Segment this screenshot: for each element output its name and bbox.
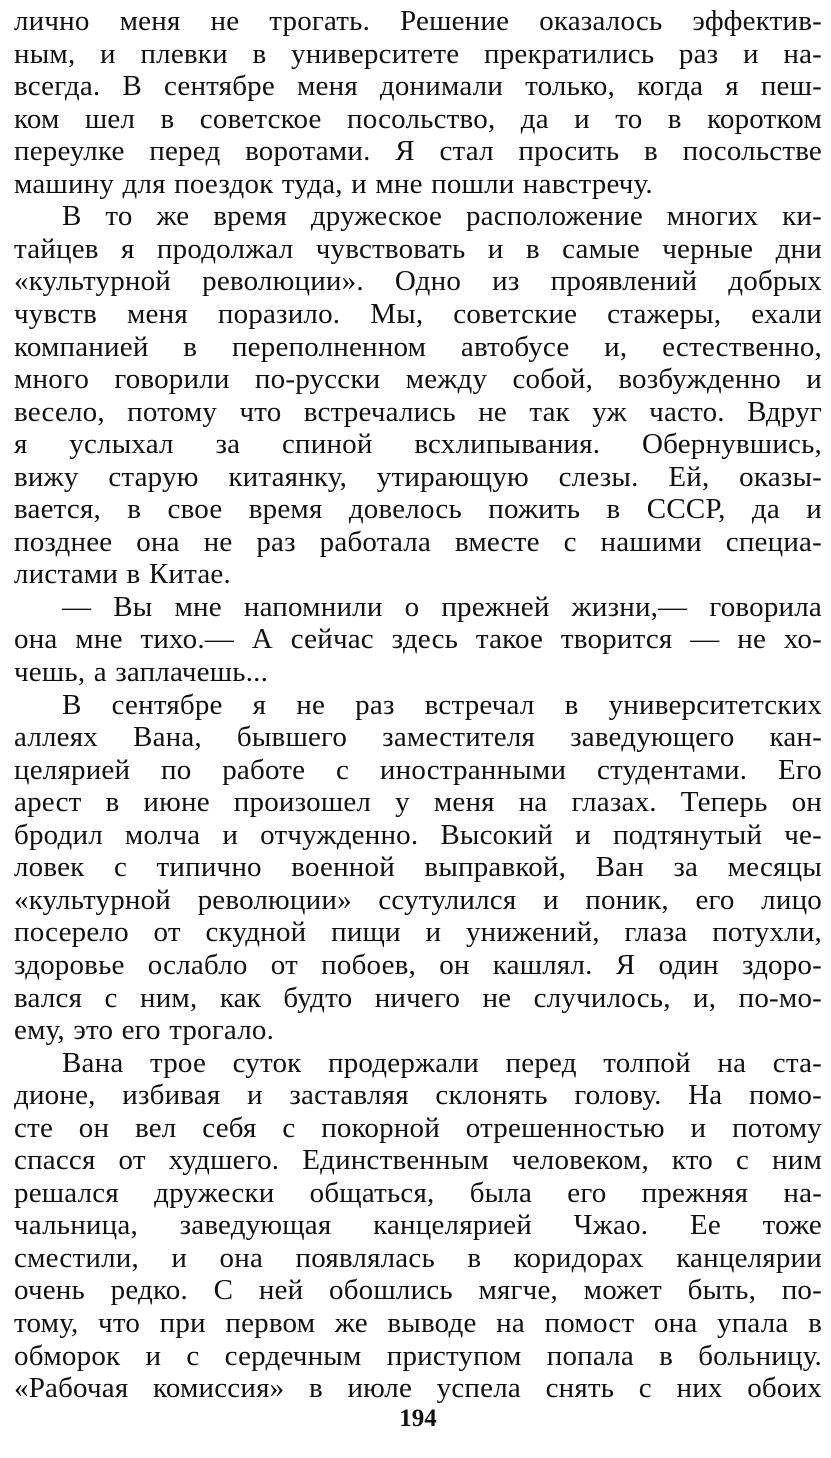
text-line: всегда. В сентябре меня донимали только, когда я пеш- <box>14 70 822 103</box>
text-line: В то же время дружеское расположение многих ки- <box>62 200 822 233</box>
text-line: вается, в свое время довелось пожить в СССР, да и <box>14 493 822 526</box>
text-line: я услыхал за спиной всхлипывания. Обернувшись, <box>14 428 822 461</box>
text-line: вался с ним, как будто ничего не случилось, и, по-мо- <box>14 981 822 1014</box>
text-line: чувств меня поразило. Мы, советские стажеры, ехали <box>14 297 822 330</box>
text-line: вижу старую китаянку, утирающую слезы. Ей, оказы- <box>14 460 822 493</box>
text-line: обморок и с сердечным приступом попала в больницу. <box>14 1339 822 1372</box>
text-line: переулке перед воротами. Я стал просить в посольстве <box>14 135 822 168</box>
text-line: «культурной революции». Одно из проявлений добрых <box>14 265 822 298</box>
text-line: «культурной революции» ссутулился и поник, его лицо <box>14 883 822 916</box>
page-number: 194 <box>399 1405 437 1432</box>
text-line: листами в Китае. <box>14 558 231 591</box>
text-line: компанией в переполненном автобусе и, естественно, <box>14 330 822 363</box>
text-line: лично меня не трогать. Решение оказалось эффектив- <box>14 5 822 37</box>
text-line: — Вы мне напомнили о прежней жизни,— говорила <box>62 590 822 623</box>
text-line: аллеях Вана, бывшего заместителя заведующего кан- <box>14 721 822 754</box>
text-line: позднее она не раз работала вместе с нашими специа- <box>14 525 822 558</box>
text-line: спасся от худшего. Единственным человеком, кто с ним <box>14 1144 822 1177</box>
text-line: ным, и плевки в университете прекратились раз и на- <box>14 37 822 70</box>
text-line: сместили, и она появлялась в коридорах канцелярии <box>14 1241 822 1274</box>
text-line: ему, это его трогало. <box>14 1014 275 1047</box>
text-line: ловек с типично военной выправкой, Ван за месяцы <box>14 851 822 884</box>
text-line: решался дружески общаться, была его прежняя на- <box>14 1176 822 1209</box>
text-line: машину для поездок туда, и мне пошли навстречу. <box>14 167 653 200</box>
text-line: тайцев я продолжал чувствовать и в самые черные дни <box>14 232 822 265</box>
text-line: В сентябре я не раз встречал в университетских <box>62 688 822 721</box>
book-page <box>14 0 822 1458</box>
text-line: дионе, избивая и заставляя склонять голову. На помо- <box>14 1079 822 1112</box>
text-line: бродил молча и отчужденно. Высокий и подтянутый че- <box>14 818 822 851</box>
text-line: сте он вел себя с покорной отрешенностью и потому <box>14 1111 822 1144</box>
text-line: она мне тихо.— А сейчас здесь такое творится — не хо- <box>14 623 822 656</box>
text-line: «Рабочая комиссия» в июле успела снять с них обоих <box>14 1372 822 1405</box>
text-line: здоровье ослабло от побоев, он кашлял. Я один здоро- <box>14 948 822 981</box>
text-line: весело, потому что встречались не так уж часто. Вдруг <box>14 395 822 428</box>
text-line: чешь, а заплачешь... <box>14 656 269 688</box>
text-line: тому, что при первом же выводе на помост она упала в <box>14 1307 822 1339</box>
text-line: арест в июне произошел у меня на глазах. Теперь он <box>14 786 822 819</box>
text-line: ком шел в советское посольство, да и то в коротком <box>14 102 822 135</box>
text-line: много говорили по-русски между собой, возбужденно и <box>14 363 822 396</box>
text-line: Вана трое суток продержали перед толпой на ста- <box>62 1046 822 1079</box>
text-line: чальница, заведующая канцелярией Чжао. Ее тоже <box>14 1209 822 1242</box>
text-line: посерело от скудной пищи и унижений, глаза потухли, <box>14 916 822 949</box>
text-line: целярией по работе с иностранными студентами. Его <box>14 753 822 786</box>
text-line: очень редко. С ней обошлись мягче, может быть, по- <box>14 1274 822 1307</box>
